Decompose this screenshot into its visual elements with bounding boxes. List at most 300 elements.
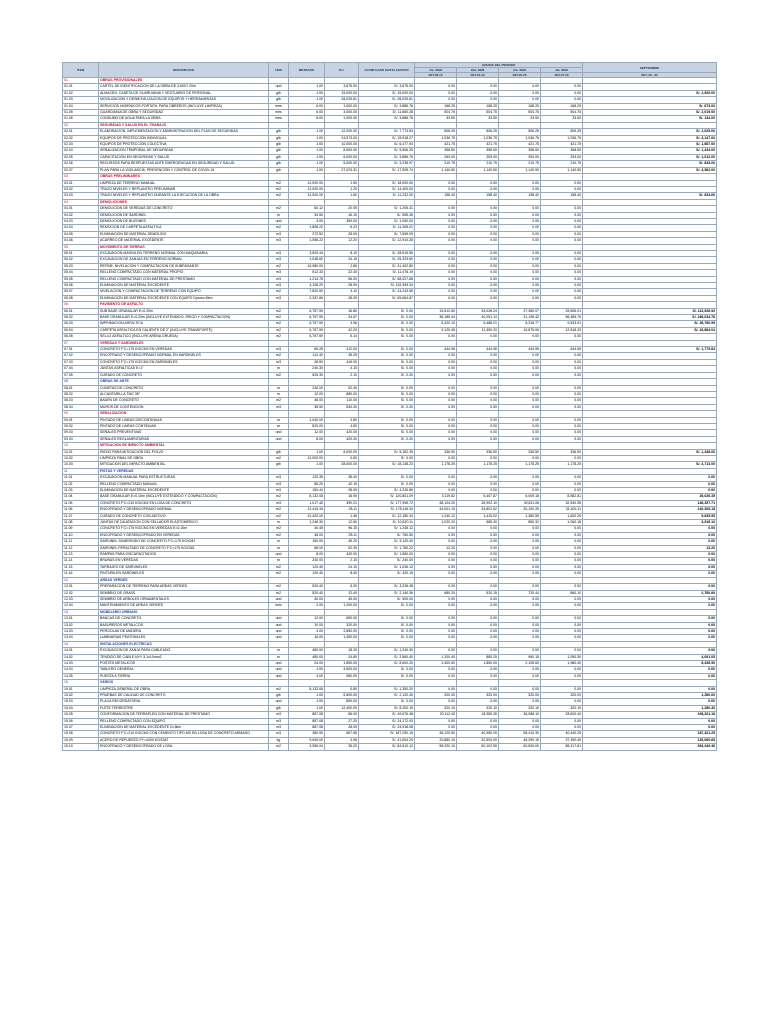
unit-cell: m2 bbox=[269, 532, 289, 538]
unit-price-cell: 4.15 bbox=[325, 366, 359, 372]
description-cell: PINTADO DE LINEAS CONTINUAS bbox=[99, 423, 269, 429]
description-cell: CARPETA ASFALTICA EN CALIENTE DE 2" (INCLUYE TRANSPORTE) bbox=[99, 327, 269, 333]
description-cell: RELLENO COMPACTADO CON EQUIPO bbox=[99, 718, 269, 724]
week-2-cell: 0.00 bbox=[457, 90, 499, 96]
september-total-cell: S/. 134.00 bbox=[583, 116, 717, 122]
unit-cell: glb bbox=[269, 142, 289, 148]
table-row bbox=[63, 744, 717, 750]
week-4-cell: 40,440.25 bbox=[541, 731, 583, 737]
week-2-cell: 0.00 bbox=[457, 270, 499, 276]
description-cell: BASUREROS METALICOS bbox=[99, 622, 269, 628]
metrado-cell: 8.00 bbox=[289, 436, 325, 442]
accumulated-cell: S/. 5,182.35 bbox=[359, 449, 415, 455]
week-1-cell: 0.00 bbox=[415, 603, 457, 609]
accumulated-cell: S/. 8,600.20 bbox=[359, 660, 415, 666]
unit-price-cell: 680.00 bbox=[325, 391, 359, 397]
item-cell: 04.03 bbox=[63, 218, 99, 224]
metrado-cell: 1.00 bbox=[289, 90, 325, 96]
week-4-cell: 0.00 bbox=[541, 263, 583, 269]
week-1-cell: 0.00 bbox=[415, 218, 457, 224]
description-cell: ENCOFRADO Y DESENCOFRADO EN VEREDAS bbox=[99, 532, 269, 538]
week-1-cell: 0.00 bbox=[415, 225, 457, 231]
metrado-cell: 7,820.50 bbox=[289, 289, 325, 295]
metrado-cell: 12.00 bbox=[289, 430, 325, 436]
unit-price-cell: 27.25 bbox=[325, 718, 359, 724]
unit-price-cell: 1,850.00 bbox=[325, 660, 359, 666]
accumulated-cell: S/. 12,910.28 bbox=[359, 238, 415, 244]
col-subheader-septiembre: SET. 09 - 30 bbox=[583, 73, 717, 78]
week-2-cell: 253.00 bbox=[457, 154, 499, 160]
week-3-cell: 27,380.07 bbox=[499, 308, 541, 314]
item-cell: 11.07 bbox=[63, 513, 99, 519]
metrado-cell: 240.00 bbox=[289, 558, 325, 564]
unit-cell: glb bbox=[269, 97, 289, 103]
accumulated-cell: S/. 0.00 bbox=[359, 334, 415, 340]
september-total-cell: 0.00 bbox=[583, 718, 717, 724]
week-1-cell: 0.00 bbox=[415, 372, 457, 378]
metrado-cell: 887.08 bbox=[289, 718, 325, 724]
unit-cell: glb bbox=[269, 449, 289, 455]
week-3-cell: 0.00 bbox=[499, 417, 541, 423]
metrado-cell: 1.00 bbox=[289, 154, 325, 160]
metrado-cell: 1,058.22 bbox=[289, 238, 325, 244]
unit-cell: m3 bbox=[269, 257, 289, 263]
week-2-cell: 985.40 bbox=[457, 520, 499, 526]
description-cell: CAPACITACION EN SEGURIDAD Y SALUD bbox=[99, 154, 269, 160]
september-total-cell: 0.00 bbox=[583, 686, 717, 692]
accumulated-cell: S/. 15,000.00 bbox=[359, 90, 415, 96]
september-total-cell: S/. 113,526.92 bbox=[583, 308, 717, 314]
metrado-cell: 1.00 bbox=[289, 161, 325, 167]
unit-price-cell: 28.09 bbox=[325, 231, 359, 237]
unit-price-cell: 28.09 bbox=[325, 283, 359, 289]
accumulated-cell: S/. 900.00 bbox=[359, 596, 415, 602]
week-3-cell: 850.32 bbox=[499, 520, 541, 526]
metrado-cell: 2,337.66 bbox=[289, 295, 325, 301]
week-1-cell: 1,178.25 bbox=[415, 462, 457, 468]
week-2-cell: 1,178.25 bbox=[457, 462, 499, 468]
unit-cell: m3 bbox=[269, 712, 289, 718]
week-2-cell: 210.75 bbox=[457, 161, 499, 167]
accumulated-cell: S/. 11,232.00 bbox=[359, 193, 415, 199]
week-3-cell: 0.00 bbox=[499, 398, 541, 404]
unit-cell: m2 bbox=[269, 584, 289, 590]
week-2-cell: 40,251.14 bbox=[457, 315, 499, 321]
week-1-cell: 33.50 bbox=[415, 116, 457, 122]
unit-price-cell: 56.00 bbox=[325, 712, 359, 718]
unit-cell: m bbox=[269, 385, 289, 391]
metrado-cell: 65.28 bbox=[289, 347, 325, 353]
item-cell: 12.04 bbox=[63, 603, 99, 609]
item-cell: 04.01 bbox=[63, 206, 99, 212]
september-total-cell: 1,280.00 bbox=[583, 693, 717, 699]
unit-price-cell: 4,500.00 bbox=[325, 667, 359, 673]
unit-cell: m bbox=[269, 558, 289, 564]
accumulated-cell: S/. 0.00 bbox=[359, 372, 415, 378]
unit-price-cell: 18.20 bbox=[325, 648, 359, 654]
week-4-cell: 0.00 bbox=[541, 532, 583, 538]
description-cell: MOVILIZACION Y DESMOVILIZACION DE EQUIPOS Y HERRAMIENTAS bbox=[99, 97, 269, 103]
description-cell: CONCRETO F'C=175 KG/CM2 EN VEREDAS E=0.10m bbox=[99, 526, 269, 532]
week-3-cell: 720.44 bbox=[499, 590, 541, 596]
week-1-cell: 1,020.20 bbox=[415, 520, 457, 526]
week-2-cell: 0.00 bbox=[457, 526, 499, 532]
metrado-cell: 16.00 bbox=[289, 635, 325, 641]
week-3-cell: 0.00 bbox=[499, 622, 541, 628]
unit-price-cell: 42.20 bbox=[325, 327, 359, 333]
week-4-cell: 0.00 bbox=[541, 488, 583, 494]
week-1-cell: 0.00 bbox=[415, 718, 457, 724]
week-2-cell: 0.00 bbox=[457, 616, 499, 622]
week-4-cell: 0.00 bbox=[541, 398, 583, 404]
week-3-cell: 0.00 bbox=[499, 423, 541, 429]
unit-price-cell: 6.20 bbox=[325, 584, 359, 590]
metrado-cell: 1,017.40 bbox=[289, 500, 325, 506]
september-total-cell: S/. 1,434.00 bbox=[583, 148, 717, 154]
accumulated-cell: S/. 1,680.00 bbox=[359, 552, 415, 558]
metrado-cell: 3,056.04 bbox=[289, 744, 325, 750]
week-2-cell: 0.00 bbox=[457, 596, 499, 602]
week-4-cell: 0.00 bbox=[541, 385, 583, 391]
unit-price-cell: 12.20 bbox=[325, 238, 359, 244]
week-4-cell: 0.00 bbox=[541, 391, 583, 397]
unit-cell: m3 bbox=[269, 475, 289, 481]
week-1-cell: 0.00 bbox=[415, 276, 457, 282]
unit-cell: glb bbox=[269, 705, 289, 711]
week-3-cell: 10,875.06 bbox=[499, 327, 541, 333]
september-total-cell: 108,201.16 bbox=[583, 712, 717, 718]
week-2-cell: 0.00 bbox=[457, 532, 499, 538]
unit-cell: und bbox=[269, 699, 289, 705]
week-2-cell: 0.00 bbox=[457, 558, 499, 564]
col-header-description: DESCRIPCION bbox=[99, 63, 269, 78]
item-cell: 11.14 bbox=[63, 558, 99, 564]
accumulated-cell: S/. 0.00 bbox=[359, 673, 415, 679]
item-cell: 03.03 bbox=[63, 193, 99, 199]
week-4-cell: 0.00 bbox=[541, 596, 583, 602]
accumulated-cell: S/. 17,505.74 bbox=[359, 167, 415, 173]
accumulated-cell: S/. 24,918.08 bbox=[359, 725, 415, 731]
week-2-cell: 0.00 bbox=[457, 417, 499, 423]
week-4-cell: 0.00 bbox=[541, 539, 583, 545]
september-total-cell: 0.00 bbox=[583, 584, 717, 590]
metrado-cell: 10.00 bbox=[289, 622, 325, 628]
metrado-cell: 272.52 bbox=[289, 231, 325, 237]
week-1-cell: 1,036.75 bbox=[415, 135, 457, 141]
metrado-cell: 520.40 bbox=[289, 590, 325, 596]
accumulated-cell: S/. 24,243.55 bbox=[359, 289, 415, 295]
unit-price-cell: 5,000.00 bbox=[325, 161, 359, 167]
week-1-cell: 0.00 bbox=[415, 366, 457, 372]
week-2-cell: 444.96 bbox=[457, 347, 499, 353]
description-cell: REFINE, NIVELACION Y COMPACTACION DE SUBRASANTE bbox=[99, 263, 269, 269]
metrado-cell: 1.00 bbox=[289, 148, 325, 154]
description-cell: RELLENO COMPACTADO CON MATERIAL PROPIO bbox=[99, 270, 269, 276]
week-4-cell: 0.00 bbox=[541, 334, 583, 340]
week-4-cell: 860.10 bbox=[541, 590, 583, 596]
description-cell: DEMOLICION DE VEREDAS DE CONCRETO bbox=[99, 206, 269, 212]
accumulated-cell: S/. 3,886.76 bbox=[359, 103, 415, 109]
accumulated-cell: S/. 2,120.40 bbox=[359, 693, 415, 699]
description-cell: ENCOFRADO Y DESENCOFRADO NORMAL EN SARDINELES bbox=[99, 353, 269, 359]
description-cell: CARTEL DE IDENTIFICACION DE LA OBRA DE 3.60X7.20m bbox=[99, 84, 269, 90]
week-2-cell: 0.00 bbox=[457, 238, 499, 244]
unit-cell: m2 bbox=[269, 686, 289, 692]
week-1-cell: 506.25 bbox=[415, 129, 457, 135]
description-cell: BASE GRANULAR E=0.15m (INCLUYE EXTENDIDO Y COMPACTACION) bbox=[99, 494, 269, 500]
metrado-cell: 120.35 bbox=[289, 475, 325, 481]
week-3-cell: 0.00 bbox=[499, 391, 541, 397]
description-cell: JUNTAS DE DILATACION CON SELLADOR ELASTOMERICO bbox=[99, 520, 269, 526]
metrado-cell: 12,000.00 bbox=[289, 455, 325, 461]
description-cell: ELIMINACION DE MATERIAL EXCEDENTE bbox=[99, 283, 269, 289]
week-1-cell: 0.00 bbox=[415, 725, 457, 731]
accumulated-cell: S/. 115,399.34 bbox=[359, 283, 415, 289]
week-4-cell: 0.00 bbox=[541, 622, 583, 628]
week-2-cell: 0.00 bbox=[457, 430, 499, 436]
unit-cell: glb bbox=[269, 693, 289, 699]
item-cell: 08 bbox=[63, 379, 99, 385]
accumulated-cell: S/. 187,290.15 bbox=[359, 731, 415, 737]
item-cell: 07.01 bbox=[63, 347, 99, 353]
metrado-cell: 24.00 bbox=[289, 660, 325, 666]
unit-price-cell: 2.15 bbox=[325, 558, 359, 564]
unit-cell: m bbox=[269, 366, 289, 372]
description-cell: TRAZO NIVELES Y REPLANTEO PRELIMINAR bbox=[99, 186, 269, 192]
week-4-cell: 0.00 bbox=[541, 295, 583, 301]
metrado-cell: 10,980.00 bbox=[289, 263, 325, 269]
unit-cell: m3 bbox=[269, 347, 289, 353]
description-cell: DEMOLICIONES bbox=[99, 199, 269, 205]
unit-price-cell: 3.10 bbox=[325, 289, 359, 295]
item-cell: 03 bbox=[63, 174, 99, 180]
unit-price-cell: 12,000.00 bbox=[325, 129, 359, 135]
week-3-cell: 0.00 bbox=[499, 385, 541, 391]
metrado-cell: 1.00 bbox=[289, 84, 325, 90]
accumulated-cell: S/. 3,120.40 bbox=[359, 539, 415, 545]
week-4-cell: 0.00 bbox=[541, 225, 583, 231]
week-2-cell: 504.75 bbox=[457, 110, 499, 116]
col-header-week-4: 4ta. SEM bbox=[541, 68, 583, 73]
week-4-cell: 0.00 bbox=[541, 84, 583, 90]
unit-price-cell: 350.00 bbox=[325, 218, 359, 224]
metrado-cell: 40.45 bbox=[289, 526, 325, 532]
unit-price-cell: 5.14 bbox=[325, 334, 359, 340]
item-cell: 12.01 bbox=[63, 584, 99, 590]
unit-cell: m2 bbox=[269, 590, 289, 596]
description-cell: PERGOLAS DE MADERA bbox=[99, 628, 269, 634]
week-4-cell: 0.00 bbox=[541, 552, 583, 558]
week-4-cell: 0.00 bbox=[541, 372, 583, 378]
accumulated-cell: S/. 0.00 bbox=[359, 622, 415, 628]
week-2-cell: 506.25 bbox=[457, 129, 499, 135]
week-2-cell: 5,407.87 bbox=[457, 494, 499, 500]
september-total-cell: 139,060.65 bbox=[583, 737, 717, 743]
item-cell: 04.04 bbox=[63, 225, 99, 231]
week-1-cell: 0.00 bbox=[415, 212, 457, 218]
week-3-cell: 168.25 bbox=[499, 103, 541, 109]
unit-cell: m2 bbox=[269, 513, 289, 519]
week-1-cell: 0.00 bbox=[415, 334, 457, 340]
accumulated-cell: S/. 4,225.86 bbox=[359, 488, 415, 494]
week-2-cell: 0.00 bbox=[457, 455, 499, 461]
col-subheader-week-1: SET.09-12 bbox=[415, 73, 457, 78]
item-cell: 10.03 bbox=[63, 462, 99, 468]
week-4-cell: 0.00 bbox=[541, 238, 583, 244]
item-cell: 05 bbox=[63, 244, 99, 250]
week-1-cell: 9,120.45 bbox=[415, 327, 457, 333]
unit-cell: m2 bbox=[269, 308, 289, 314]
metrado-cell: 1,214.78 bbox=[289, 276, 325, 282]
week-4-cell: 0.00 bbox=[541, 628, 583, 634]
unit-price-cell: 52.40 bbox=[325, 385, 359, 391]
week-3-cell: 0.00 bbox=[499, 90, 541, 96]
accumulated-cell: S/. 28,025.81 bbox=[359, 97, 415, 103]
unit-cell: m3 bbox=[269, 404, 289, 410]
week-1-cell: 0.00 bbox=[415, 404, 457, 410]
accumulated-cell: S/. 12,180.34 bbox=[359, 513, 415, 519]
item-cell: 13.03 bbox=[63, 628, 99, 634]
metrado-cell: 12,000.00 bbox=[289, 180, 325, 186]
item-cell: 08.03 bbox=[63, 398, 99, 404]
september-total-cell: 0.00 bbox=[583, 673, 717, 679]
unit-price-cell: 24.10 bbox=[325, 564, 359, 570]
item-cell: 12.03 bbox=[63, 596, 99, 602]
item-cell: 11.13 bbox=[63, 552, 99, 558]
unit-price-cell: 650.00 bbox=[325, 616, 359, 622]
week-2-cell: 0.00 bbox=[457, 391, 499, 397]
week-3-cell: 0.00 bbox=[499, 270, 541, 276]
week-2-cell: 34,801.62 bbox=[457, 507, 499, 513]
september-total-cell: 12.20 bbox=[583, 545, 717, 551]
week-2-cell: 0.00 bbox=[457, 206, 499, 212]
item-cell: 01.06 bbox=[63, 116, 99, 122]
col-subheader-week-3: SET.20-26 bbox=[499, 73, 541, 78]
week-1-cell: 0.00 bbox=[415, 667, 457, 673]
item-cell: 14.01 bbox=[63, 648, 99, 654]
col-subheader-week-4: SET.27-30 bbox=[541, 73, 583, 78]
unit-price-cell: 12,400.00 bbox=[325, 705, 359, 711]
week-3-cell: 0.00 bbox=[499, 186, 541, 192]
september-total-cell: S/. 4,147.00 bbox=[583, 135, 717, 141]
item-cell: 06.05 bbox=[63, 334, 99, 340]
accumulated-cell: S/. 11,476.19 bbox=[359, 270, 415, 276]
description-cell: OBRAS PRELIMINARES bbox=[99, 174, 269, 180]
week-3-cell: 0.00 bbox=[499, 475, 541, 481]
item-cell: 11.01 bbox=[63, 475, 99, 481]
unit-cell: m bbox=[269, 539, 289, 545]
metrado-cell: 60.12 bbox=[289, 206, 325, 212]
week-3-cell: 0.00 bbox=[499, 488, 541, 494]
week-1-cell: 680.20 bbox=[415, 590, 457, 596]
metrado-cell: 150.00 bbox=[289, 539, 325, 545]
unit-price-cell: 24,573.00 bbox=[325, 135, 359, 141]
week-1-cell: 0.00 bbox=[415, 398, 457, 404]
accumulated-cell: S/. 420.15 bbox=[359, 571, 415, 577]
week-1-cell: 0.00 bbox=[415, 295, 457, 301]
september-total-cell: S/. 4,562.00 bbox=[583, 167, 717, 173]
unit-cell: m bbox=[269, 423, 289, 429]
unit-cell: und bbox=[269, 667, 289, 673]
unit-price-cell: 110.00 bbox=[325, 398, 359, 404]
unit-cell: und bbox=[269, 436, 289, 442]
unit-price-cell: 4.80 bbox=[325, 417, 359, 423]
accumulated-cell: S/. 0.00 bbox=[359, 455, 415, 461]
metrado-cell: 112.40 bbox=[289, 353, 325, 359]
accumulated-cell: S/. 0.00 bbox=[359, 404, 415, 410]
unit-price-cell: 0.80 bbox=[325, 686, 359, 692]
valuation-table bbox=[62, 62, 717, 751]
accumulated-cell: S/. 84,510.12 bbox=[359, 744, 415, 750]
item-cell: 15.09 bbox=[63, 737, 99, 743]
week-2-cell: 32,500.00 bbox=[457, 737, 499, 743]
metrado-cell: 38.50 bbox=[289, 404, 325, 410]
week-1-cell: 0.00 bbox=[415, 475, 457, 481]
description-cell: BRUÑAS EN VEREDAS bbox=[99, 558, 269, 564]
unit-price-cell: 850.00 bbox=[325, 699, 359, 705]
week-2-cell: 0.00 bbox=[457, 475, 499, 481]
week-1-cell: 0.00 bbox=[415, 648, 457, 654]
item-cell: 02.06 bbox=[63, 161, 99, 167]
week-3-cell: 0.00 bbox=[499, 596, 541, 602]
unit-price-cell: 6.23 bbox=[325, 225, 359, 231]
unit-price-cell: 8.10 bbox=[325, 250, 359, 256]
week-1-cell: 0.00 bbox=[415, 455, 457, 461]
item-cell: 07.02 bbox=[63, 353, 99, 359]
week-3-cell: 320.00 bbox=[499, 693, 541, 699]
week-4-cell: 0.00 bbox=[541, 667, 583, 673]
description-cell: CONCRETO F'C=175 KG/CM2 EN SARDINELES bbox=[99, 359, 269, 365]
item-cell: 14.04 bbox=[63, 667, 99, 673]
description-cell: VARIOS bbox=[99, 680, 269, 686]
item-cell: 15.04 bbox=[63, 705, 99, 711]
col-header-pu: P.U. bbox=[325, 63, 359, 78]
unit-price-cell: 420.00 bbox=[325, 552, 359, 558]
accumulated-cell: S/. 0.00 bbox=[359, 667, 415, 673]
accumulated-cell: S/. 3,675.00 bbox=[359, 84, 415, 90]
unit-cell: m3 bbox=[269, 488, 289, 494]
metrado-cell: 1.00 bbox=[289, 699, 325, 705]
week-2-cell: 26,902.10 bbox=[457, 500, 499, 506]
unit-cell: m3 bbox=[269, 231, 289, 237]
accumulated-cell: S/. 1,245.12 bbox=[359, 526, 415, 532]
accumulated-cell: S/. 1,240.30 bbox=[359, 648, 415, 654]
week-2-cell: 0.00 bbox=[457, 295, 499, 301]
description-cell: BASE GRANULAR E=0.20m (INCLUYE EXTENDIDO, RIEGO Y COMPACTACION) bbox=[99, 315, 269, 321]
september-total-cell: 4,091.05 bbox=[583, 654, 717, 660]
item-cell: 06.02 bbox=[63, 315, 99, 321]
accumulated-cell: S/. 6,477.94 bbox=[359, 142, 415, 148]
description-cell: EXCAVACION MASIVA EN TERRENO NORMAL CON MAQUINARIA bbox=[99, 250, 269, 256]
week-3-cell: 60,500.00 bbox=[499, 744, 541, 750]
week-2-cell: 358.50 bbox=[457, 148, 499, 154]
week-2-cell: 0.00 bbox=[457, 488, 499, 494]
september-total-cell: 8,336.50 bbox=[583, 660, 717, 666]
september-total-cell: S/. 1,346.00 bbox=[583, 449, 717, 455]
unit-price-cell: 35.20 bbox=[325, 744, 359, 750]
week-2-cell: 0.00 bbox=[457, 628, 499, 634]
week-2-cell: 6,488.21 bbox=[457, 321, 499, 327]
september-total-cell: S/. 1,012.00 bbox=[583, 154, 717, 160]
unit-price-cell: 320.00 bbox=[325, 622, 359, 628]
unit-price-cell: 1.50 bbox=[325, 180, 359, 186]
week-3-cell: 0.00 bbox=[499, 206, 541, 212]
week-1-cell: 0.00 bbox=[415, 686, 457, 692]
col-header-acumulado: ACUMULADO HASTA AGOSTO bbox=[359, 63, 415, 78]
week-4-cell: 33.50 bbox=[541, 116, 583, 122]
week-2-cell: 336.50 bbox=[457, 449, 499, 455]
accumulated-cell: S/. 177,996.72 bbox=[359, 500, 415, 506]
